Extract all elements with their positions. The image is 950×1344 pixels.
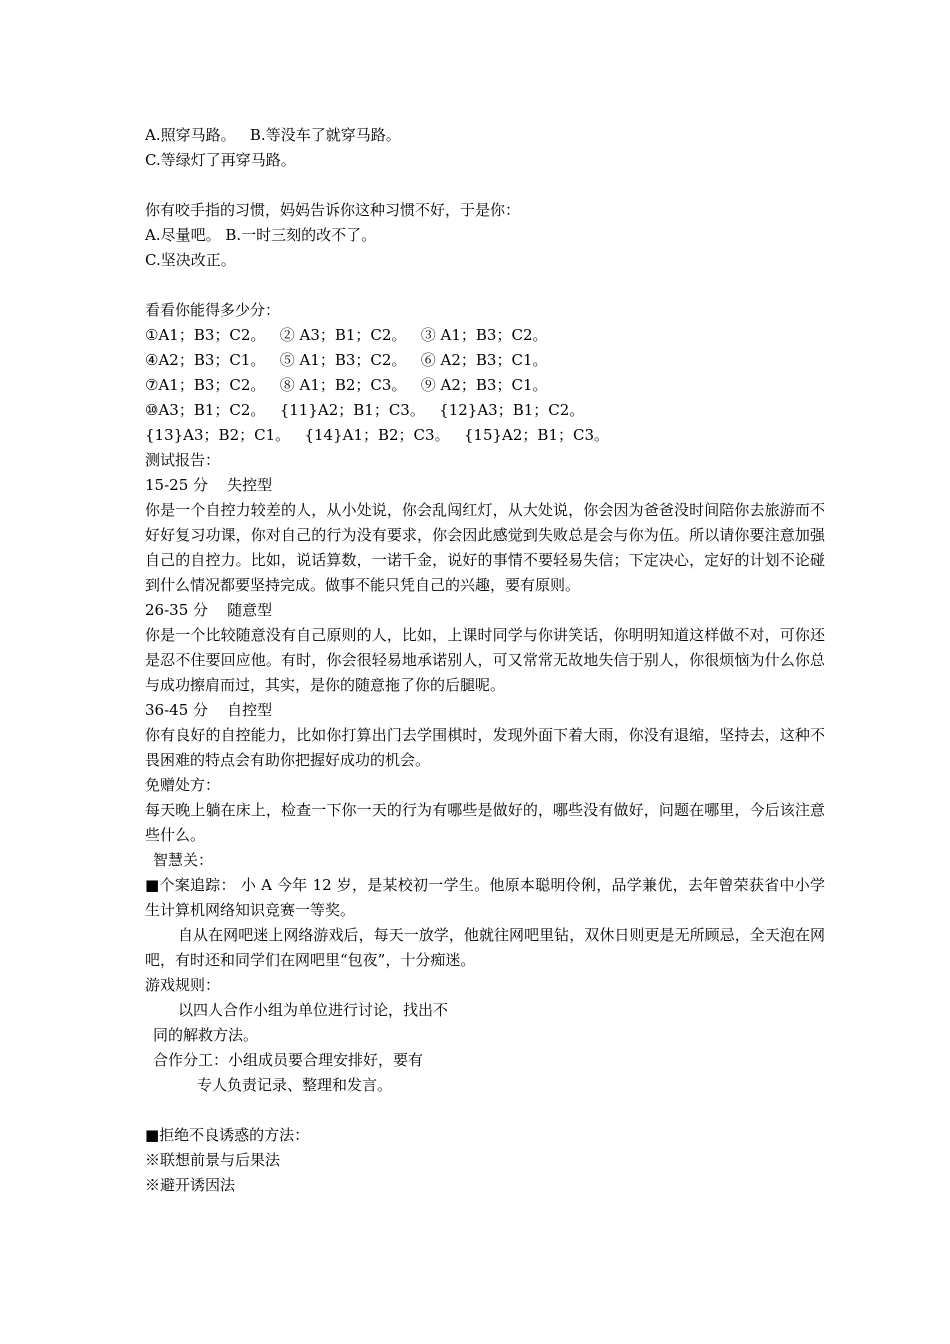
report-heading: 36-45 分 自控型 [145,701,273,719]
rules-title: 游戏规则： [145,976,221,994]
rules-line: 合作分工：小组成员要合理安排好，要有 [153,1051,424,1069]
scoring-row: ⑦A1；B3；C2。 ⑧ A1；B2；C3。 ⑨ A2；B3；C1。 [145,376,548,394]
refuse-title: ■拒绝不良诱惑的方法： [145,1126,310,1144]
refuse-item: ※联想前景与后果法 [145,1151,281,1169]
document-page [145,123,825,1198]
blank-line [145,173,825,198]
blank-line [145,1098,825,1123]
scoring-row: ⑩A3；B1；C2。 {11}A2；B1；C3。 {12}A3；B1；C2。 [145,401,585,419]
scoring-row: {13}A3；B2；C1。 {14}A1；B2；C3。 {15}A2；B1；C3。 [145,426,610,444]
question-text: 你有咬手指的习惯，妈妈告诉你这种习惯不好，于是你： [145,201,521,219]
prescription-title: 免赠处方： [145,776,221,794]
option-line: A.尽量吧。 B.一时三刻的改不了。 [145,226,377,244]
case-line: ■个案追踪： 小 A 今年 12 岁，是某校初一学生。他原本聪明伶俐，品学兼优，去年曾荣获省中小学生计算机网络知识竞赛一等奖。 [145,876,825,919]
scoring-row: ①A1；B3；C2。 ② A3；B1；C2。 ③ A1；B3；C2。 [145,326,548,344]
option-line: C.等绿灯了再穿马路。 [145,151,296,169]
report-heading: 15-25 分 失控型 [145,476,273,494]
report-body: 你是一个自控力较差的人，从小处说，你会乱闯红灯，从大处说，你会因为爸爸没时间陪你去旅游而不好好复习功课，你对自己的行为没有要求，你会因此感觉到失败总是会与你为伍。所以请你要注意加强自己的自控力。比如，说话算数，一诺千金，说好的事情不要轻易失信；下定决心，定好的计划不论碰到什么情况都要坚持完成。做事不能只凭自己的兴趣，要有原则。 [145,501,825,594]
report-title: 测试报告： [145,451,221,469]
refuse-item: ※避开诱因法 [145,1176,236,1194]
blank-line [145,273,825,298]
scoring-title: 看看你能得多少分： [145,301,281,319]
report-heading: 26-35 分 随意型 [145,601,273,619]
option-line: C.坚决改正。 [145,251,236,269]
rules-line: 同的解救方法。 [153,1026,259,1044]
case-body: 自从在网吧迷上网络游戏后，每天一放学，他就往网吧里钻，双休日则更是无所顾忌，全天泡在网吧，有时还和同学们在网吧里“包夜”，十分痴迷。 [145,926,825,969]
prescription-body: 每天晚上躺在床上，检查一下你一天的行为有哪些是做好的，哪些没有做好，问题在哪里，今后该注意些什么。 [145,801,825,844]
report-body: 你有良好的自控能力，比如你打算出门去学围棋时，发现外面下着大雨，你没有退缩，坚持去，这种不畏困难的特点会有助你把握好成功的机会。 [145,726,825,769]
scoring-row: ④A2；B3；C1。 ⑤ A1；B3；C2。 ⑥ A2；B3；C1。 [145,351,548,369]
wisdom-title: 智慧关： [153,851,214,869]
rules-line: 专人负责记录、整理和发言。 [197,1076,393,1094]
option-line: A.照穿马路。 B.等没车了就穿马路。 [145,126,401,144]
report-body: 你是一个比较随意没有自己原则的人，比如，上课时同学与你讲笑话，你明明知道这样做不对，可你还是忍不住要回应他。有时，你会很轻易地承诺别人，可又常常无故地失信于别人，你很烦恼为什么你总与成功擦肩而过，其实，是你的随意拖了你的后腿呢。 [145,626,825,694]
rules-line: 以四人合作小组为单位进行讨论，找出不 [178,1001,449,1019]
